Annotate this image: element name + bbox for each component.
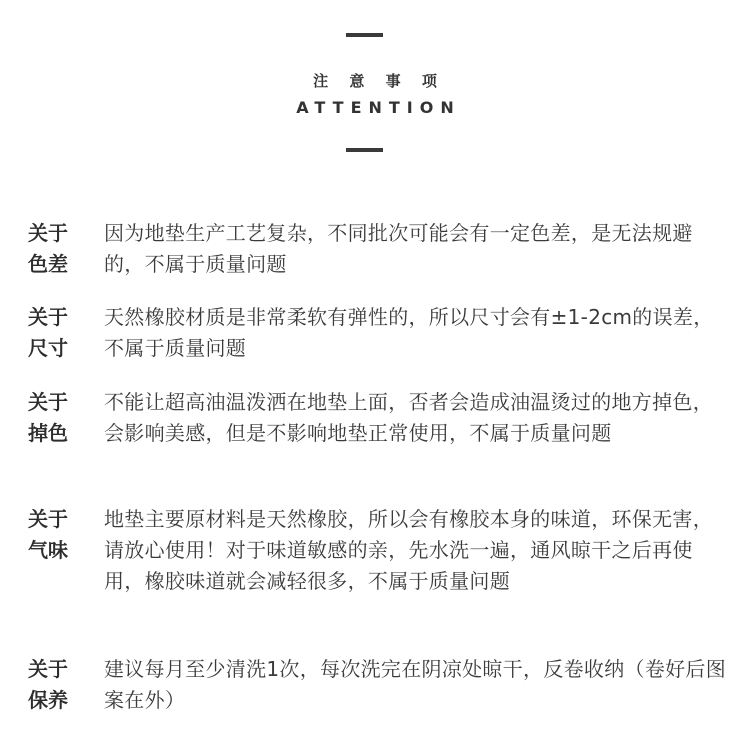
section-label-line2: 色差 [28,252,68,276]
section-label-line2: 气味 [28,538,68,562]
section-label [28,654,88,716]
section-label-line1: 关于 [28,507,68,531]
section-label [28,302,88,364]
section-label [28,504,88,597]
section-size [28,302,728,364]
section-maintenance [28,654,728,716]
section-label [28,218,88,280]
section-color-difference [28,218,728,280]
section-label-line2: 掉色 [28,421,68,445]
section-label-line2: 保养 [28,688,68,712]
section-text: 不能让超高油温泼洒在地垫上面，否者会造成油温烫过的地方掉色，会影响美感，但是不影响地垫正常使用，不属于质量问题 [104,390,713,445]
section-label [28,387,88,449]
section-text: 地垫主要原材料是天然橡胶，所以会有橡胶本身的味道，环保无害，请放心使用！对于味道敏感的亲，先水洗一遍，通风晾干之后再使用，橡胶味道就会减轻很多，不属于质量问题 [104,507,713,593]
section-label-line1: 关于 [28,221,68,245]
section-label-line1: 关于 [28,390,68,414]
title-chinese: 注 意 事 项 [313,72,445,90]
bottom-divider-bar [346,148,383,152]
section-text: 天然橡胶材质是非常柔软有弹性的，所以尺寸会有±1-2cm的误差，不属于质量问题 [104,305,714,360]
section-label-line2: 尺寸 [28,336,68,360]
section-odor [28,504,728,597]
section-fading [28,387,728,449]
top-divider-bar [346,33,383,37]
section-label-line1: 关于 [28,657,68,681]
title-english: ATTENTION [296,98,461,117]
section-text: 建议每月至少清洗1次，每次洗完在阴凉处晾干，反卷收纳（卷好后图案在外） [104,657,727,712]
section-label-line1: 关于 [28,305,68,329]
section-text: 因为地垫生产工艺复杂，不同批次可能会有一定色差，是无法规避的，不属于质量问题 [104,221,693,276]
